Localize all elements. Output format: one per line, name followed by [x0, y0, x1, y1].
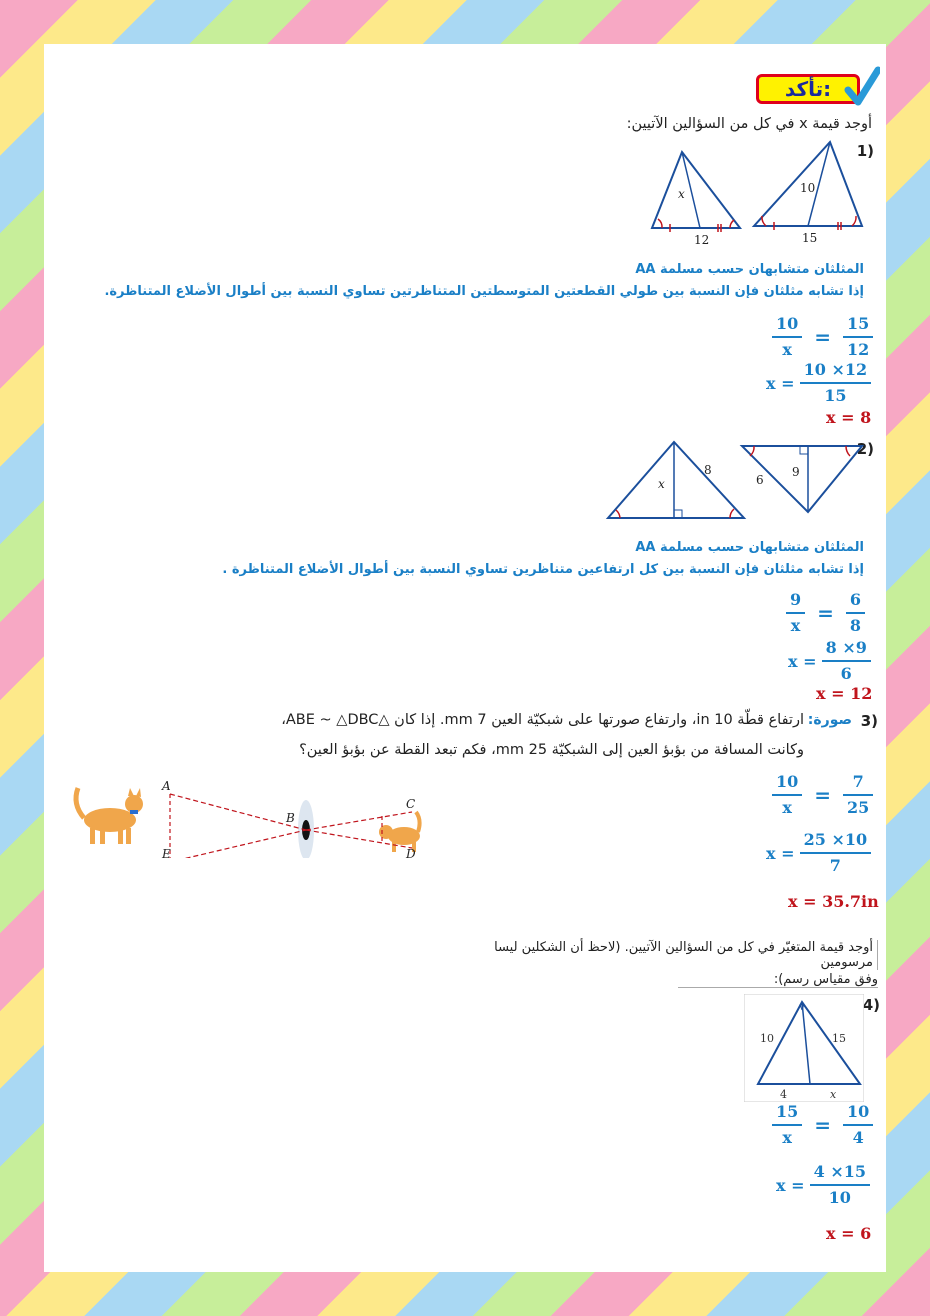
- eye-icon: [298, 800, 314, 858]
- q4-eq2-den: 10: [828, 1188, 851, 1207]
- q3-cat-eye-figure: [66, 774, 424, 858]
- q3-line2: وكانت المسافة من بؤبؤ العين إلى الشبكيّة 25 mm، فكم تبعد القطة عن بؤبؤ العين؟: [299, 742, 804, 758]
- large-cat-icon: [76, 788, 143, 844]
- q2-left-height-label: x: [658, 477, 665, 491]
- q2-eq2-num: 8 ×9: [822, 636, 871, 662]
- q3-tag: صورة:: [807, 712, 852, 728]
- worksheet-page: [44, 44, 886, 1272]
- q4-solve: [776, 1160, 870, 1210]
- q2-reason: المثلثان متشابهان حسب مسلمة AA: [635, 540, 864, 555]
- question-number-3: 3): [860, 712, 878, 730]
- q1-eq1-right-num: 15: [843, 312, 873, 338]
- q1-right-side-label: 10: [800, 181, 816, 195]
- q3-eq1-right-den: 25: [847, 798, 870, 817]
- q2-eq1-right-num: 6: [846, 588, 865, 614]
- section-heading: [756, 66, 876, 106]
- q1-reason: المثلثان متشابهان حسب مسلمة AA: [635, 262, 864, 277]
- q2-theorem: إذا تشابه مثلثان فإن النسبة بين كل ارتفاعين متناظرين تساوي النسبة بين أطوال الأضلاع المتناظرة .: [222, 562, 864, 577]
- q4-base-right-label: x: [830, 1088, 837, 1101]
- q1-eq1-left-den: x: [782, 340, 792, 359]
- q1-eq2-den: 15: [824, 386, 847, 405]
- heading-title: تأكد:: [756, 74, 860, 104]
- point-e-label: E: [162, 847, 171, 858]
- q2-eq1-left-num: 9: [786, 588, 805, 614]
- q3-eq1-left-num: 10: [772, 770, 802, 796]
- q1-triangle-right: [748, 140, 868, 244]
- q2-triangle-left: [604, 438, 750, 522]
- small-cat-icon: [379, 812, 420, 852]
- q1-right-base-label: 15: [802, 231, 818, 244]
- q2-eq1-left-den: x: [790, 616, 801, 635]
- q3-answer: x = 35.7in: [788, 892, 879, 911]
- q3-line1: ارتفاع قطّة 10 in، وارتفاع صورتها على شبكيّة العين 7 mm. إذا كان △ABE ~ △DBC،: [281, 712, 804, 728]
- q2-triangle-right: [738, 442, 868, 518]
- q3-eq1-right-num: 7: [843, 770, 873, 796]
- main-instruction: أوجد قيمة x في كل من السؤالين الآتيين:: [626, 116, 872, 132]
- q1-left-base-label: 12: [694, 233, 710, 244]
- q3-eq1-left-den: x: [782, 798, 792, 817]
- q4-eq2-lhs: x =: [776, 1175, 805, 1195]
- q4-answer: x = 6: [826, 1224, 872, 1243]
- question-number-4: 4): [862, 996, 880, 1014]
- checkmark-icon: [844, 66, 880, 108]
- q4-right-side-label: 15: [832, 1032, 846, 1045]
- q2-answer: x = 12: [816, 684, 873, 703]
- q2-eq1-right-den: 8: [849, 616, 862, 635]
- point-c-label: C: [406, 797, 416, 811]
- q3-proportion: $\frac{10}{x}$ = $\frac{7}{25}$: [772, 770, 873, 820]
- q1-proportion: $\frac{10}{x}$ = $\frac{15}{12}$: [772, 312, 873, 362]
- q2-right-height-label: 9: [792, 465, 800, 479]
- q2-right-side-label: 6: [756, 473, 764, 487]
- q1-triangle-left: [648, 148, 748, 244]
- q4-eq2-num: 4 ×15: [810, 1160, 870, 1186]
- point-d-label: D: [406, 847, 416, 858]
- q1-left-side-label: x: [678, 187, 685, 201]
- q4-eq1-right-den: 4: [852, 1128, 864, 1147]
- q2-proportion: $\frac{9}{x}$ = $\frac{6}{8}$: [786, 588, 865, 638]
- q3-eq2-den: 7: [829, 856, 841, 875]
- q4-triangle: [744, 994, 864, 1102]
- q4-eq1-left-num: 15: [772, 1100, 802, 1126]
- q1-eq2-num: 10 ×12: [800, 358, 872, 384]
- q4-eq1-right-num: 10: [843, 1100, 873, 1126]
- second-instruction-line1: أوجد قيمة المتغيّر في كل من السؤالين الآتيين. (لاحظ أن الشكلين ليسا مرسومين: [443, 940, 878, 970]
- q1-eq1-right-den: 12: [847, 340, 870, 359]
- second-instruction-line2: وفق مقياس رسم):: [678, 972, 878, 988]
- q2-solve: [788, 636, 871, 686]
- q2-left-side-label: 8: [704, 463, 712, 477]
- q1-eq1-left-num: 10: [772, 312, 802, 338]
- point-b-label: B: [286, 811, 295, 825]
- q3-eq2-num: 25 ×10: [800, 828, 872, 854]
- q3-eq2-lhs: x =: [766, 843, 795, 863]
- question-number-2: 2): [856, 440, 874, 458]
- q1-answer: x = 8: [826, 408, 872, 427]
- q4-base-left-label: 4: [780, 1088, 787, 1101]
- q2-eq2-lhs: x =: [788, 651, 817, 671]
- q4-eq1-left-den: x: [782, 1128, 792, 1147]
- q3-solve: [766, 828, 871, 878]
- q1-theorem: إذا تشابه مثلثان فإن النسبة بين طولي القطعتين المتوسطتين المتناظرتين تساوي النسبة بين أطوال الأضلاع المتناظرة.: [104, 284, 864, 299]
- q1-eq2-lhs: x =: [766, 373, 795, 393]
- q4-left-side-label: 10: [760, 1032, 774, 1045]
- question-number-1: 1): [856, 142, 874, 160]
- point-a-label: A: [162, 779, 171, 793]
- q1-solve: [766, 358, 871, 408]
- q4-proportion: $\frac{15}{x}$ = $\frac{10}{4}$: [772, 1100, 873, 1150]
- q2-eq2-den: 6: [840, 664, 852, 683]
